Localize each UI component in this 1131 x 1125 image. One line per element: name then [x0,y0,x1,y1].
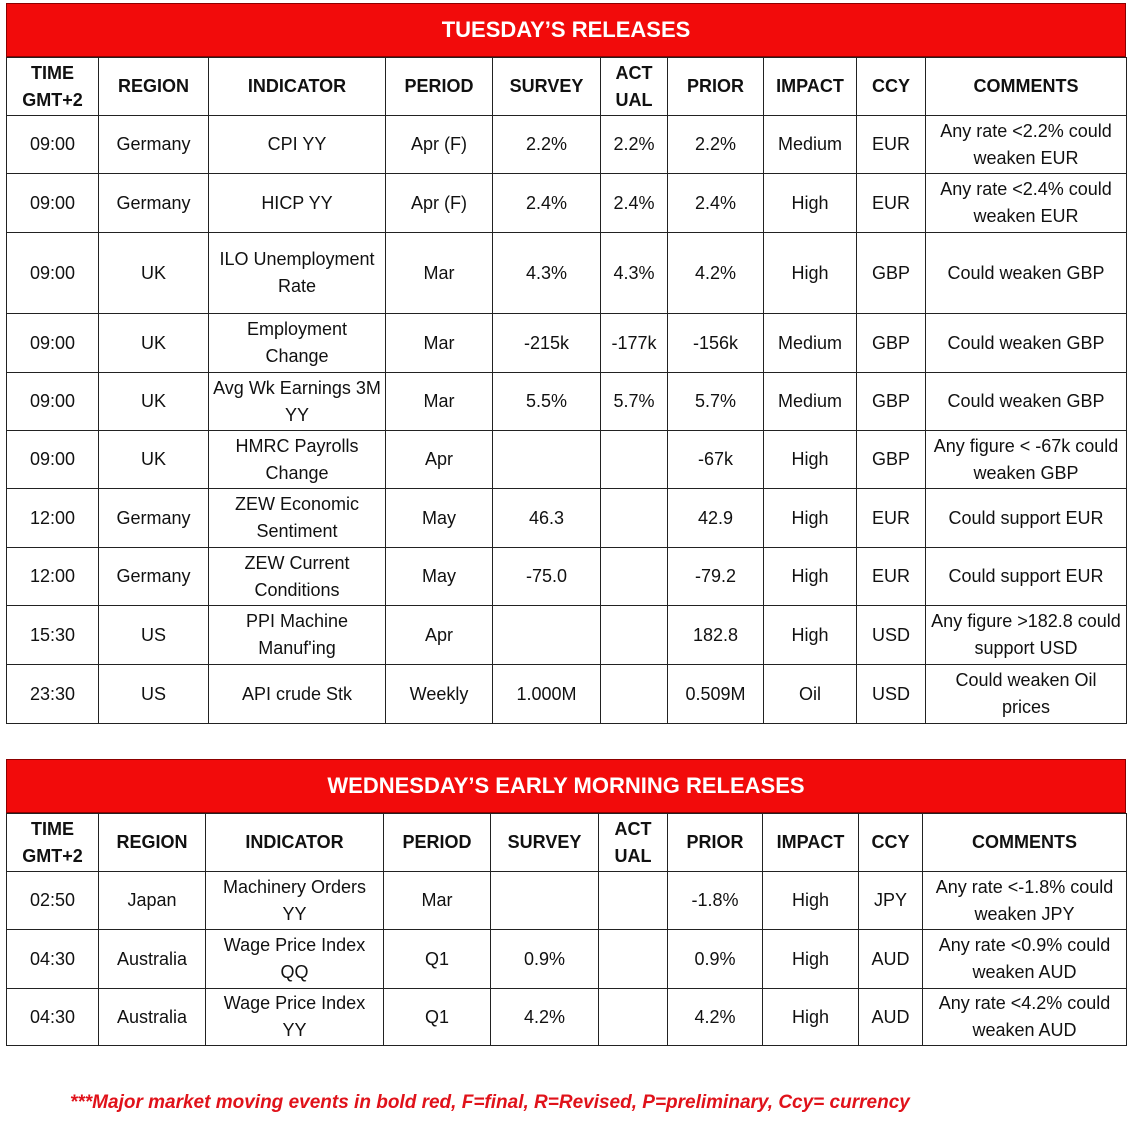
cell-time: 09:00 [7,314,99,373]
table-row [7,174,1127,233]
tuesday-title: TUESDAY’S RELEASES [6,3,1126,57]
cell-period: Mar [386,233,493,314]
cell-comments: Could weaken GBP [926,314,1127,373]
cell-indicator: ZEW Economic Sentiment [209,489,386,548]
header-indicator: INDICATOR [209,58,386,116]
cell-survey [491,872,599,930]
cell-impact: High [764,489,857,548]
cell-survey: 2.4% [493,174,601,233]
cell-indicator: Wage Price Index YY [206,989,384,1046]
header-region: REGION [99,814,206,872]
cell-ccy: EUR [857,489,926,548]
header-impact: IMPACT [763,814,859,872]
cell-actual: -177k [601,314,668,373]
table-row [7,548,1127,606]
header-survey: SURVEY [493,58,601,116]
cell-actual [601,489,668,548]
cell-actual [601,548,668,606]
cell-ccy: AUD [859,989,923,1046]
cell-time: 09:00 [7,174,99,233]
table-row [7,314,1127,373]
table-row [7,373,1127,431]
cell-period: May [386,489,493,548]
cell-impact: High [764,431,857,489]
cell-time: 04:30 [7,989,99,1046]
cell-period: Mar [386,373,493,431]
header-time: TIME GMT+2 [7,814,99,872]
cell-indicator: HICP YY [209,174,386,233]
cell-period: Apr [386,431,493,489]
cell-indicator: API crude Stk [209,665,386,724]
cell-period: Apr [386,606,493,665]
cell-survey: 4.3% [493,233,601,314]
header-comments: COMMENTS [923,814,1127,872]
table-row [7,116,1127,174]
wednesday-header-row [7,814,1127,872]
cell-comments: Any figure < -67k could weaken GBP [926,431,1127,489]
cell-impact: Medium [764,314,857,373]
cell-region: UK [99,233,209,314]
cell-survey: -215k [493,314,601,373]
cell-actual: 2.2% [601,116,668,174]
cell-period: Mar [384,872,491,930]
table-row [7,489,1127,548]
cell-prior: 0.9% [668,930,763,989]
cell-prior: 42.9 [668,489,764,548]
cell-region: UK [99,314,209,373]
header-indicator: INDICATOR [206,814,384,872]
cell-comments: Any figure >182.8 could support USD [926,606,1127,665]
cell-indicator: PPI Machine Manuf'ing [209,606,386,665]
cell-ccy: USD [857,606,926,665]
cell-survey [493,431,601,489]
cell-prior: 4.2% [668,233,764,314]
tuesday-releases-section [6,3,1126,724]
cell-survey [493,606,601,665]
cell-actual: 4.3% [601,233,668,314]
header-period: PERIOD [386,58,493,116]
cell-period: Mar [386,314,493,373]
header-ccy: CCY [857,58,926,116]
header-actual: ACT UAL [601,58,668,116]
cell-survey: -75.0 [493,548,601,606]
cell-indicator: ZEW Current Conditions [209,548,386,606]
cell-time: 15:30 [7,606,99,665]
cell-region: US [99,606,209,665]
cell-region: Germany [99,116,209,174]
cell-survey: 4.2% [491,989,599,1046]
cell-impact: High [764,233,857,314]
cell-impact: High [764,548,857,606]
cell-prior: -1.8% [668,872,763,930]
cell-ccy: GBP [857,431,926,489]
cell-impact: High [763,989,859,1046]
cell-prior: -79.2 [668,548,764,606]
cell-comments: Could weaken GBP [926,233,1127,314]
cell-survey: 0.9% [491,930,599,989]
cell-prior: -156k [668,314,764,373]
cell-survey: 1.000M [493,665,601,724]
cell-indicator: Avg Wk Earnings 3M YY [209,373,386,431]
tuesday-table [6,57,1127,724]
wednesday-title: WEDNESDAY’S EARLY MORNING RELEASES [6,759,1126,813]
cell-impact: Medium [764,373,857,431]
cell-region: Germany [99,548,209,606]
cell-region: Australia [99,930,206,989]
cell-period: Apr (F) [386,174,493,233]
cell-comments: Any rate <-1.8% could weaken JPY [923,872,1127,930]
header-comments: COMMENTS [926,58,1127,116]
cell-comments: Could support EUR [926,489,1127,548]
cell-region: Germany [99,489,209,548]
table-row [7,233,1127,314]
header-prior: PRIOR [668,814,763,872]
cell-impact: High [764,606,857,665]
cell-time: 09:00 [7,116,99,174]
cell-ccy: JPY [859,872,923,930]
cell-comments: Any rate <2.4% could weaken EUR [926,174,1127,233]
cell-ccy: GBP [857,233,926,314]
table-row [7,606,1127,665]
cell-impact: High [763,930,859,989]
cell-survey: 5.5% [493,373,601,431]
cell-period: May [386,548,493,606]
cell-actual: 2.4% [601,174,668,233]
header-prior: PRIOR [668,58,764,116]
cell-prior: 2.2% [668,116,764,174]
table-row [7,989,1127,1046]
cell-comments: Could support EUR [926,548,1127,606]
cell-indicator: HMRC Payrolls Change [209,431,386,489]
cell-indicator: Employment Change [209,314,386,373]
cell-comments: Any rate <2.2% could weaken EUR [926,116,1127,174]
cell-impact: High [764,174,857,233]
cell-ccy: GBP [857,373,926,431]
header-survey: SURVEY [491,814,599,872]
header-period: PERIOD [384,814,491,872]
header-actual: ACT UAL [599,814,668,872]
cell-time: 09:00 [7,233,99,314]
cell-prior: 182.8 [668,606,764,665]
cell-region: UK [99,431,209,489]
cell-region: Japan [99,872,206,930]
cell-comments: Any rate <4.2% could weaken AUD [923,989,1127,1046]
cell-time: 09:00 [7,431,99,489]
cell-ccy: EUR [857,174,926,233]
footer-note: ***Major market moving events in bold red, F=final, R=Revised, P=preliminary, Ccy= currency [70,1092,910,1113]
cell-actual [599,930,668,989]
cell-actual [601,665,668,724]
header-region: REGION [99,58,209,116]
cell-time: 12:00 [7,548,99,606]
cell-time: 23:30 [7,665,99,724]
cell-time: 09:00 [7,373,99,431]
cell-prior: 0.509M [668,665,764,724]
cell-survey: 46.3 [493,489,601,548]
cell-ccy: GBP [857,314,926,373]
cell-ccy: USD [857,665,926,724]
cell-ccy: EUR [857,548,926,606]
cell-period: Weekly [386,665,493,724]
header-time: TIME GMT+2 [7,58,99,116]
cell-impact: High [763,872,859,930]
cell-period: Q1 [384,989,491,1046]
cell-ccy: AUD [859,930,923,989]
cell-actual [601,606,668,665]
cell-impact: Oil [764,665,857,724]
cell-survey: 2.2% [493,116,601,174]
table-row [7,872,1127,930]
cell-comments: Could weaken GBP [926,373,1127,431]
cell-comments: Any rate <0.9% could weaken AUD [923,930,1127,989]
header-ccy: CCY [859,814,923,872]
header-impact: IMPACT [764,58,857,116]
cell-region: US [99,665,209,724]
cell-time: 02:50 [7,872,99,930]
cell-ccy: EUR [857,116,926,174]
cell-actual [599,872,668,930]
cell-region: UK [99,373,209,431]
wednesday-releases-section [6,759,1126,1046]
wednesday-table [6,813,1127,1046]
cell-actual: 5.7% [601,373,668,431]
table-row [7,665,1127,724]
cell-indicator: CPI YY [209,116,386,174]
table-row [7,431,1127,489]
cell-period: Apr (F) [386,116,493,174]
cell-time: 12:00 [7,489,99,548]
cell-actual [601,431,668,489]
cell-impact: Medium [764,116,857,174]
table-row [7,930,1127,989]
cell-prior: 5.7% [668,373,764,431]
cell-comments: Could weaken Oil prices [926,665,1127,724]
cell-region: Australia [99,989,206,1046]
cell-indicator: Machinery Orders YY [206,872,384,930]
cell-actual [599,989,668,1046]
cell-prior: 4.2% [668,989,763,1046]
cell-prior: -67k [668,431,764,489]
cell-region: Germany [99,174,209,233]
cell-period: Q1 [384,930,491,989]
cell-prior: 2.4% [668,174,764,233]
cell-indicator: Wage Price Index QQ [206,930,384,989]
tuesday-header-row [7,58,1127,116]
cell-indicator: ILO Unemployment Rate [209,233,386,314]
cell-time: 04:30 [7,930,99,989]
